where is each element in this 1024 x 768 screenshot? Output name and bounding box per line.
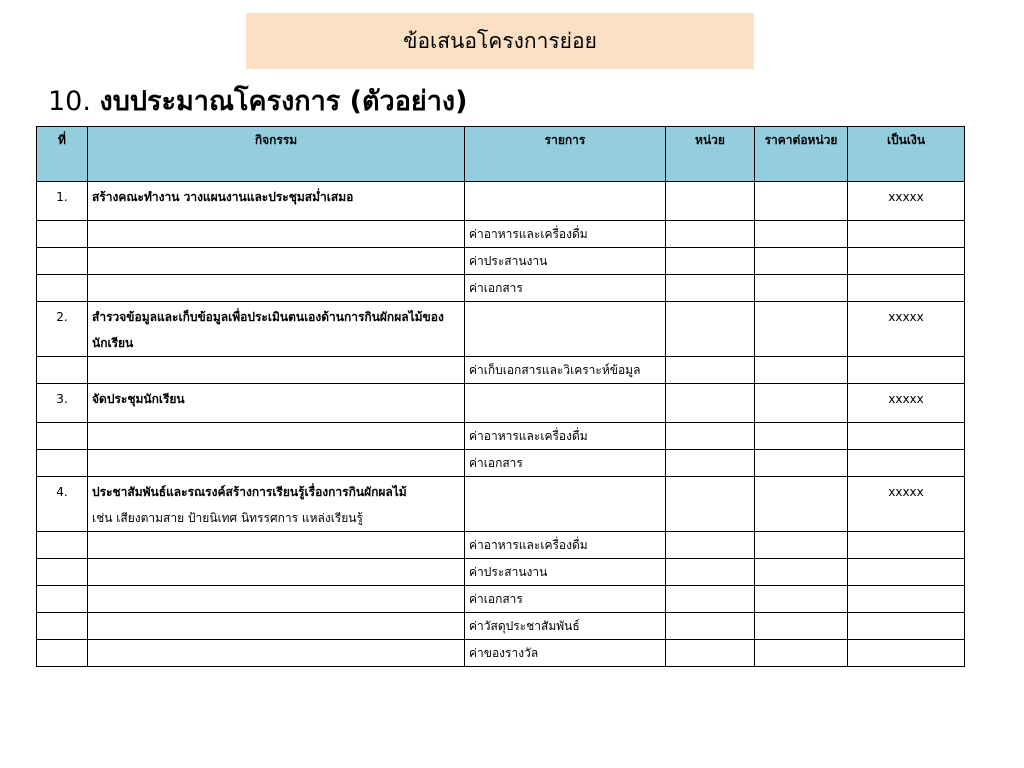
activity-title: สำรวจข้อมูลและเก็บข้อมูลเพื่อประเมินตนเองด้านการกินผักผลไม้ของนักเรียน [92, 310, 444, 350]
price-cell [755, 302, 848, 357]
expense-row [37, 613, 965, 640]
number-cell [37, 275, 88, 302]
activity-cell [88, 586, 465, 613]
activity-cell [88, 613, 465, 640]
price-cell [755, 532, 848, 559]
activity-cell [88, 559, 465, 586]
amount-cell [848, 640, 965, 667]
amount-cell [848, 586, 965, 613]
amount-cell [848, 613, 965, 640]
item-cell [465, 477, 666, 532]
activity-row [37, 384, 965, 423]
activity-number: 2. [37, 302, 88, 357]
price-cell [755, 450, 848, 477]
activity-title: จัดประชุมนักเรียน [92, 392, 185, 406]
expense-row [37, 559, 965, 586]
amount-cell [848, 357, 965, 384]
price-cell [755, 182, 848, 221]
unit-cell [666, 302, 755, 357]
unit-cell [666, 221, 755, 248]
number-cell [37, 559, 88, 586]
item-cell [465, 302, 666, 357]
price-cell [755, 248, 848, 275]
expense-item: ค่าวัสดุประชาสัมพันธ์ [465, 613, 666, 640]
item-cell [465, 182, 666, 221]
number-cell [37, 640, 88, 667]
expense-row [37, 640, 965, 667]
activity-title: สร้างคณะทำงาน วางแผนงานและประชุมสม่ำเสมอ [92, 190, 354, 204]
number-cell [37, 586, 88, 613]
table-header-row [37, 127, 965, 182]
amount-cell [848, 423, 965, 450]
page-title-number: 10. [48, 86, 91, 117]
unit-cell [666, 477, 755, 532]
header-unit: หน่วย [666, 127, 755, 182]
unit-cell [666, 586, 755, 613]
activity-number: 4. [37, 477, 88, 532]
activity-row [37, 302, 965, 357]
expense-item: ค่าอาหารและเครื่องดื่ม [465, 423, 666, 450]
activity-cell [88, 477, 465, 532]
price-cell [755, 613, 848, 640]
unit-cell [666, 559, 755, 586]
item-cell [465, 384, 666, 423]
number-cell [37, 450, 88, 477]
activity-cell [88, 302, 465, 357]
price-cell [755, 221, 848, 248]
amount-cell [848, 532, 965, 559]
amount-cell: xxxxx [848, 302, 965, 357]
expense-item: ค่าเอกสาร [465, 586, 666, 613]
amount-cell: xxxxx [848, 384, 965, 423]
amount-cell [848, 221, 965, 248]
header-activity: กิจกรรม [88, 127, 465, 182]
section-banner [246, 13, 754, 69]
activity-cell [88, 450, 465, 477]
unit-cell [666, 357, 755, 384]
header-no: ที่ [37, 127, 88, 182]
expense-item: ค่าประสานงาน [465, 559, 666, 586]
activity-cell [88, 357, 465, 384]
amount-cell [848, 248, 965, 275]
expense-row [37, 450, 965, 477]
expense-item: ค่าอาหารและเครื่องดื่ม [465, 221, 666, 248]
activity-cell [88, 275, 465, 302]
activity-row [37, 477, 965, 532]
header-price: ราคาต่อหน่วย [755, 127, 848, 182]
unit-cell [666, 613, 755, 640]
activity-cell [88, 182, 465, 221]
unit-cell [666, 384, 755, 423]
price-cell [755, 357, 848, 384]
number-cell [37, 221, 88, 248]
unit-cell [666, 275, 755, 302]
expense-row [37, 357, 965, 384]
amount-cell [848, 275, 965, 302]
activity-detail: เช่น เสียงตามสาย ป้ายนิเทศ นิทรรศการ แหล่งเรียนรู้ [92, 511, 363, 525]
unit-cell [666, 640, 755, 667]
price-cell [755, 384, 848, 423]
amount-cell [848, 559, 965, 586]
expense-row [37, 221, 965, 248]
unit-cell [666, 532, 755, 559]
activity-cell [88, 384, 465, 423]
amount-cell [848, 450, 965, 477]
amount-cell: xxxxx [848, 477, 965, 532]
activity-cell [88, 423, 465, 450]
price-cell [755, 559, 848, 586]
header-item: รายการ [465, 127, 666, 182]
activity-cell [88, 640, 465, 667]
amount-cell: xxxxx [848, 182, 965, 221]
number-cell [37, 357, 88, 384]
page-title-text: งบประมาณโครงการ (ตัวอย่าง) [99, 86, 468, 117]
expense-item: ค่าประสานงาน [465, 248, 666, 275]
header-amount: เป็นเงิน [848, 127, 965, 182]
unit-cell [666, 450, 755, 477]
unit-cell [666, 248, 755, 275]
expense-item: ค่าเอกสาร [465, 450, 666, 477]
unit-cell [666, 423, 755, 450]
unit-cell [666, 182, 755, 221]
activity-number: 3. [37, 384, 88, 423]
activity-cell [88, 532, 465, 559]
expense-item: ค่าเก็บเอกสารและวิเคราะห์ข้อมูล [465, 357, 666, 384]
activity-title: ประชาสัมพันธ์และรณรงค์สร้างการเรียนรู้เรื่องการกินผักผลไม้ [92, 485, 407, 499]
price-cell [755, 477, 848, 532]
number-cell [37, 423, 88, 450]
expense-item: ค่าเอกสาร [465, 275, 666, 302]
expense-item: ค่าอาหารและเครื่องดื่ม [465, 532, 666, 559]
expense-row [37, 248, 965, 275]
number-cell [37, 613, 88, 640]
expense-row [37, 586, 965, 613]
banner-title: ข้อเสนอโครงการย่อย [403, 28, 597, 53]
price-cell [755, 423, 848, 450]
price-cell [755, 640, 848, 667]
page-title [48, 84, 467, 120]
activity-number: 1. [37, 182, 88, 221]
expense-item: ค่าของรางวัล [465, 640, 666, 667]
activity-cell [88, 248, 465, 275]
expense-row [37, 532, 965, 559]
number-cell [37, 532, 88, 559]
price-cell [755, 275, 848, 302]
budget-table-body [37, 182, 965, 667]
budget-table [36, 126, 965, 667]
expense-row [37, 423, 965, 450]
expense-row [37, 275, 965, 302]
number-cell [37, 248, 88, 275]
activity-cell [88, 221, 465, 248]
activity-row [37, 182, 965, 221]
price-cell [755, 586, 848, 613]
